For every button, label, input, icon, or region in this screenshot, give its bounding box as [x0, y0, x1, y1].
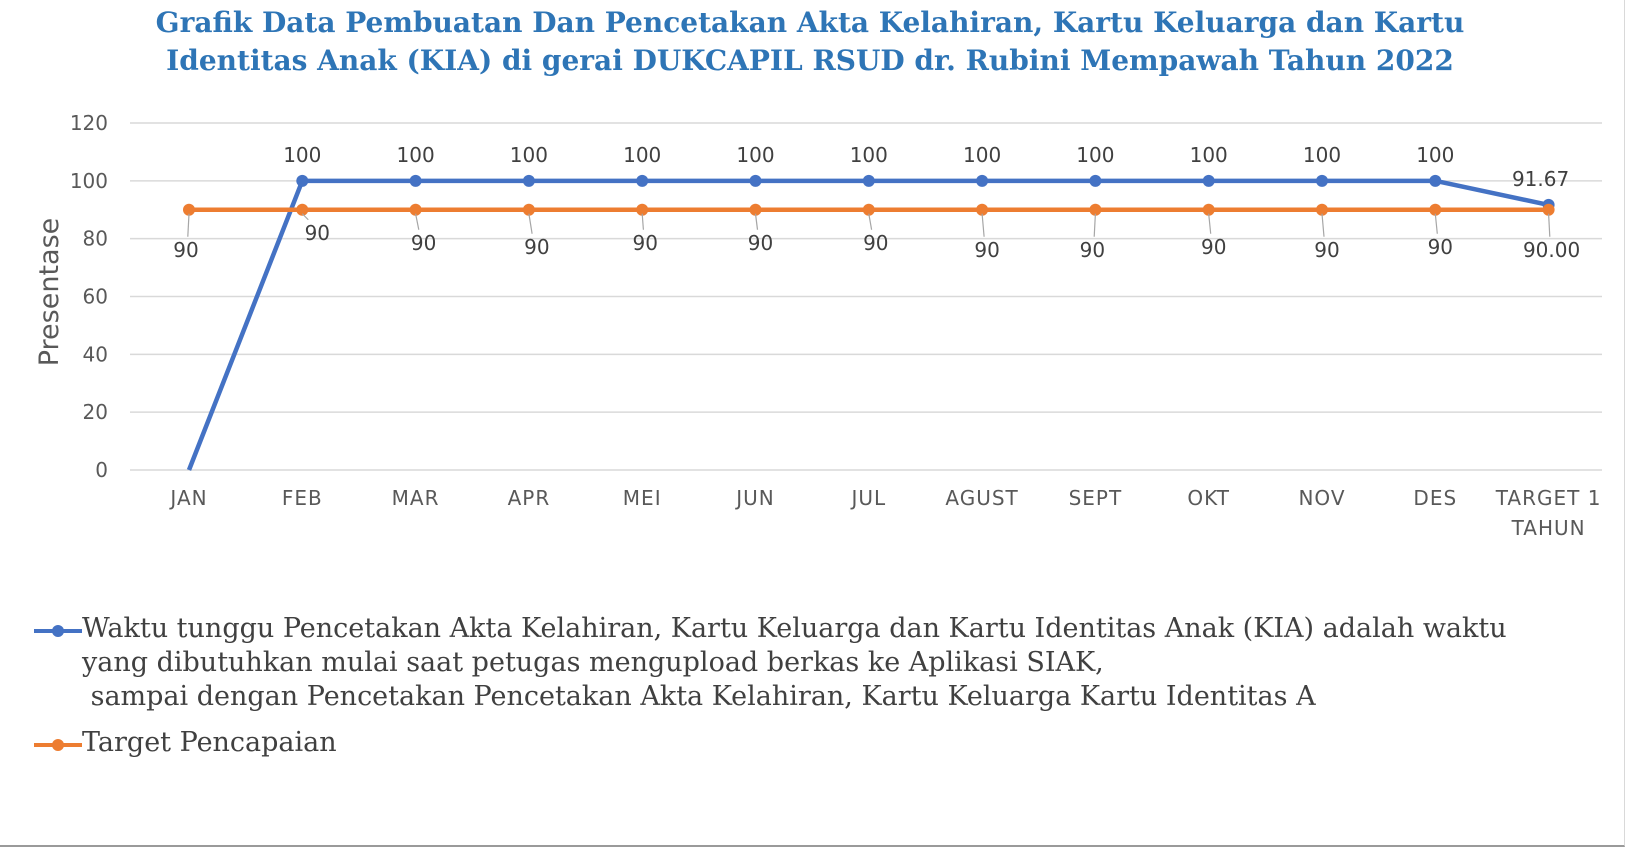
y-tick-label: 120: [69, 111, 108, 135]
data-label-target: 90: [1079, 237, 1106, 262]
legend-item-target: [34, 726, 1594, 760]
data-label-target: 90: [410, 230, 437, 255]
x-tick-label: MAR: [391, 486, 440, 510]
data-point-waktu-tunggu: [1429, 175, 1441, 187]
legend-marker: [52, 739, 64, 751]
data-label-leader: [416, 214, 419, 230]
y-tick-label: 60: [82, 284, 108, 309]
data-label-waktu-tunggu: 100: [963, 143, 1002, 167]
data-point-waktu-tunggu: [296, 175, 308, 187]
data-label-target: 90: [974, 237, 1000, 262]
legend-swatch-orange: [34, 738, 82, 752]
data-label-leader: [1435, 214, 1437, 234]
data-label-target: 90: [1427, 234, 1454, 259]
data-point-waktu-tunggu: [636, 175, 648, 187]
data-label-waktu-tunggu: 100: [849, 143, 888, 167]
y-tick-label: 40: [82, 342, 108, 367]
data-label-target: 90: [173, 237, 199, 262]
x-tick-label: TAHUN: [1511, 516, 1586, 540]
data-label-waktu-tunggu: 100: [736, 143, 775, 167]
data-label-target: 90: [632, 230, 658, 255]
data-point-waktu-tunggu: [410, 175, 422, 187]
data-label-leader: [1549, 214, 1550, 237]
x-tick-label: JUL: [851, 486, 887, 510]
x-tick-label: AGUST: [945, 486, 1019, 510]
data-label-leader: [756, 214, 758, 230]
data-label-leader: [1094, 214, 1095, 237]
data-label-waktu-tunggu: 100: [1416, 143, 1455, 167]
y-tick-label: 100: [69, 168, 108, 193]
legend-item-waktu-tunggu: [34, 612, 1594, 714]
data-label-target: 90: [1200, 234, 1227, 259]
data-point-waktu-tunggu: [1089, 175, 1101, 187]
data-label-leader: [869, 214, 872, 230]
x-tick-label: NOV: [1298, 486, 1346, 510]
legend-label-line: yang dibutuhkan mulai saat petugas mengupload berkas ke Aplikasi SIAK,: [82, 647, 1104, 678]
data-label-leader: [1209, 214, 1211, 234]
data-label-waktu-tunggu: 100: [623, 143, 662, 167]
x-tick-label: APR: [507, 486, 551, 510]
x-tick-label: TARGET 1: [1495, 486, 1602, 510]
x-tick-label: OKT: [1187, 486, 1230, 510]
data-label-waktu-tunggu: 91.67: [1511, 167, 1570, 191]
data-label-waktu-tunggu: 100: [509, 143, 548, 167]
data-point-waktu-tunggu: [863, 175, 875, 187]
data-point-waktu-tunggu: [976, 175, 988, 187]
chart-title-line-2: Identitas Anak (KIA) di gerai DUKCAPIL RSUD dr. Rubini Mempawah Tahun 2022: [166, 44, 1454, 77]
data-label-target: 90: [524, 234, 550, 259]
data-point-waktu-tunggu: [1203, 175, 1215, 187]
data-point-waktu-tunggu: [1316, 175, 1328, 187]
data-label-waktu-tunggu: 100: [283, 143, 322, 167]
data-label-waktu-tunggu: 100: [1302, 143, 1342, 167]
legend-label-target: [82, 726, 337, 760]
data-label-waktu-tunggu: 100: [1076, 143, 1115, 167]
x-tick-label: SEPT: [1068, 486, 1123, 510]
data-label-target: 90: [747, 230, 774, 255]
x-tick-label: JUN: [736, 486, 775, 510]
data-label-target: 90: [863, 230, 889, 255]
data-point-waktu-tunggu: [750, 175, 762, 187]
chart-title-line-1: Grafik Data Pembuatan Dan Pencetakan Akta Kelahiran, Kartu Keluarga dan Kartu: [155, 6, 1465, 39]
data-label-leader: [982, 214, 984, 237]
data-label-target: 90: [304, 220, 331, 245]
data-label-leader: [1322, 214, 1324, 237]
x-tick-label: DES: [1413, 486, 1458, 510]
data-point-waktu-tunggu: [523, 175, 535, 187]
data-label-leader: [188, 214, 189, 237]
series-line-waktu-tunggu: [189, 181, 1549, 470]
data-label-target: 90: [1314, 237, 1340, 262]
x-tick-label: FEB: [281, 486, 323, 510]
data-label-waktu-tunggu: 100: [1189, 143, 1228, 167]
data-label-waktu-tunggu: 100: [396, 143, 435, 167]
data-label-target: 90.00: [1522, 237, 1581, 262]
legend-swatch-blue: [34, 624, 82, 638]
legend-label-line: Waktu tunggu Pencetakan Akta Kelahiran, Kartu Keluarga dan Kartu Identitas Anak (KIA) adalah waktu: [82, 613, 1507, 644]
legend-label-waktu-tunggu: [82, 612, 1507, 714]
legend-label-line: Target Pencapaian: [82, 727, 337, 758]
y-tick-label: 80: [82, 226, 108, 251]
x-tick-label: JAN: [170, 486, 208, 510]
chart-legend: [34, 612, 1594, 772]
y-axis-title: Presentase: [34, 217, 65, 367]
x-tick-label: MEI: [622, 486, 662, 510]
legend-marker: [52, 625, 64, 637]
y-tick-label: 20: [82, 400, 108, 425]
data-label-leader: [529, 214, 532, 234]
legend-label-line: sampai dengan Pencetakan Pencetakan Akta Kelahiran, Kartu Keluarga Kartu Identitas A: [82, 681, 1316, 712]
y-tick-label: 0: [95, 458, 108, 482]
data-label-leader: [642, 214, 643, 230]
